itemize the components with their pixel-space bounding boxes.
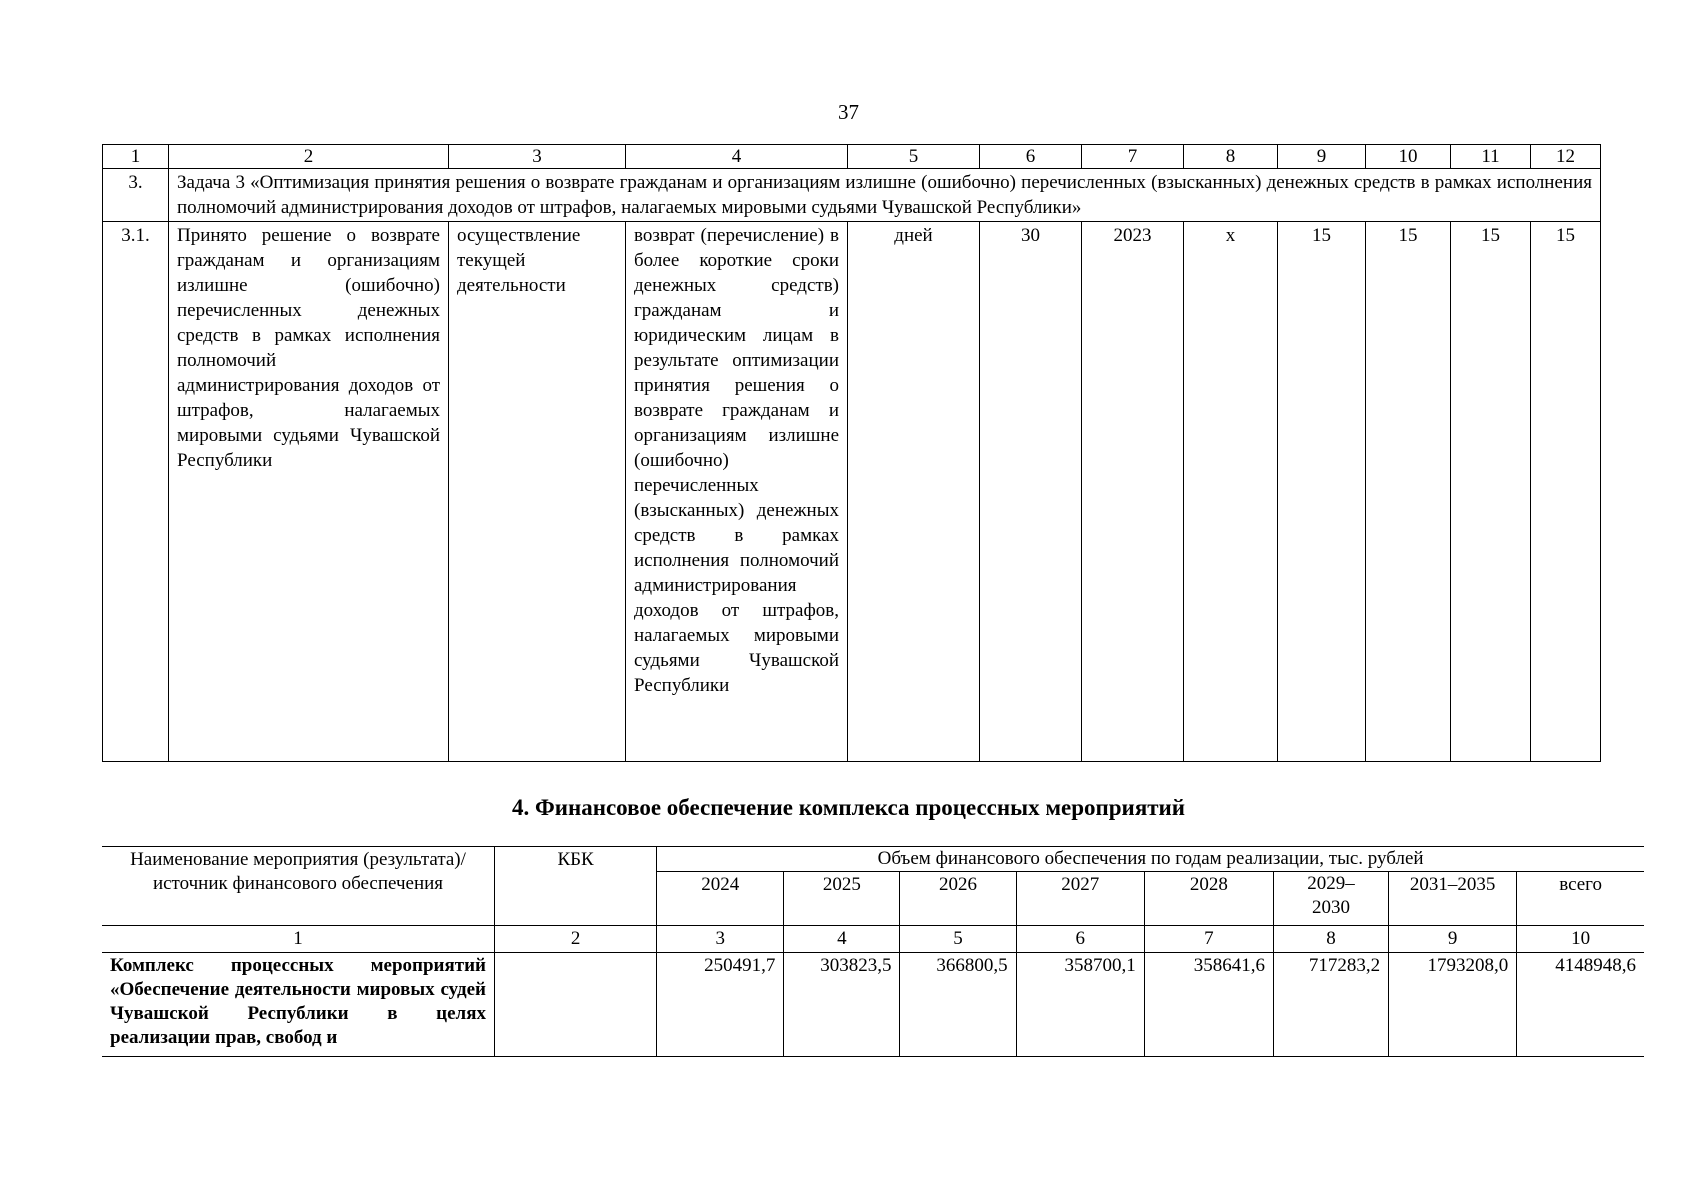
year-cell: 2029–2030 — [1273, 872, 1388, 926]
header-cell: 11 — [1451, 145, 1531, 169]
indicators-table — [102, 144, 1601, 762]
header-cell: 12 — [1531, 145, 1601, 169]
financing-table — [102, 846, 1644, 1057]
header-cell: 8 — [1184, 145, 1278, 169]
program-kbk — [494, 953, 656, 1057]
result-col11: 15 — [1451, 222, 1531, 762]
col-name-header: Наименование мероприятия (результата)/источник финансового обеспечения — [102, 847, 494, 926]
header-cell: 5 — [848, 145, 980, 169]
year-cell: 2028 — [1144, 872, 1273, 926]
header-cell: 10 — [1366, 145, 1451, 169]
col-number-cell: 9 — [1389, 926, 1517, 953]
header-cell: 3 — [449, 145, 626, 169]
year-cell: всего — [1517, 872, 1644, 926]
col-number-cell: 5 — [900, 926, 1016, 953]
result-col10: 15 — [1366, 222, 1451, 762]
page-number: 37 — [838, 100, 859, 124]
result-type: осуществление текущей деятельности — [449, 222, 626, 762]
col-number-cell: 4 — [784, 926, 900, 953]
col-number-cell: 8 — [1273, 926, 1388, 953]
amount-cell: 303823,5 — [784, 953, 900, 1057]
year-cell: 2027 — [1016, 872, 1144, 926]
header-cell: 7 — [1082, 145, 1184, 169]
result-col8: х — [1184, 222, 1278, 762]
year-cell: 2024 — [657, 872, 784, 926]
amount-cell: 717283,2 — [1273, 953, 1388, 1057]
result-description: возврат (перечисление) в более короткие сроки денежных средств) гражданам и юридическим лицам в результате оптимизации принятия решения о возврате гражданам и организациям излишне (ошибочно) перечисленных (взысканных) денежных средств в рамках исполнения полномочий администрирования доходов от штрафов, налагаемых мировыми судьями Чувашской Республики — [626, 222, 848, 762]
program-name: Комплекс процессных мероприятий «Обеспечение деятельности мировых судей Чувашской Республики в целях реализации прав, свобод и — [102, 953, 494, 1057]
year-cell: 2026 — [900, 872, 1016, 926]
header-cell: 1 — [103, 145, 169, 169]
volume-header: Объем финансового обеспечения по годам реализации, тыс. рублей — [657, 847, 1644, 872]
col-number-cell: 10 — [1517, 926, 1644, 953]
col-number-cell: 3 — [657, 926, 784, 953]
col-number-cell: 6 — [1016, 926, 1144, 953]
result-unit: дней — [848, 222, 980, 762]
col-number-cell: 1 — [102, 926, 494, 953]
result-base-year: 2023 — [1082, 222, 1184, 762]
col-kbk-header: КБК — [494, 847, 656, 926]
amount-cell: 358700,1 — [1016, 953, 1144, 1057]
fin-data-row — [102, 953, 1644, 1057]
task-text: Задача 3 «Оптимизация принятия решения о возврате гражданам и организациям излишне (ошибочно) перечисленных (взысканных) денежных средств в рамках исполнения полномочий администрирования доходов от штрафов, налагаемых мировыми судьями Чувашской Республики» — [169, 169, 1601, 222]
header-cell: 9 — [1278, 145, 1366, 169]
fin-header-row — [102, 847, 1644, 872]
section-title: 4. Финансовое обеспечение комплекса процессных мероприятий — [511, 795, 1186, 820]
task-number: 3. — [103, 169, 169, 222]
amount-cell: 4148948,6 — [1517, 953, 1644, 1057]
result-number: 3.1. — [103, 222, 169, 762]
amount-cell: 1793208,0 — [1389, 953, 1517, 1057]
col-number-cell: 7 — [1144, 926, 1273, 953]
amount-cell: 366800,5 — [900, 953, 1016, 1057]
result-name: Принято решение о возврате гражданам и организациям излишне (ошибочно) перечисленных денежных средств в рамках исполнения полномочий администрирования доходов от штрафов, налагаемых мировыми судьями Чувашской Республики — [169, 222, 449, 762]
col-number-cell: 2 — [494, 926, 656, 953]
task-row — [103, 169, 1601, 222]
header-cell: 6 — [980, 145, 1082, 169]
header-numbers-row — [103, 145, 1601, 169]
result-col9: 15 — [1278, 222, 1366, 762]
amount-cell: 250491,7 — [657, 953, 784, 1057]
result-row — [103, 222, 1601, 762]
header-cell: 2 — [169, 145, 449, 169]
result-base-value: 30 — [980, 222, 1082, 762]
year-cell: 2025 — [784, 872, 900, 926]
amount-cell: 358641,6 — [1144, 953, 1273, 1057]
header-cell: 4 — [626, 145, 848, 169]
result-col12: 15 — [1531, 222, 1601, 762]
fin-col-numbers-row — [102, 926, 1644, 953]
year-cell: 2031–2035 — [1389, 872, 1517, 926]
